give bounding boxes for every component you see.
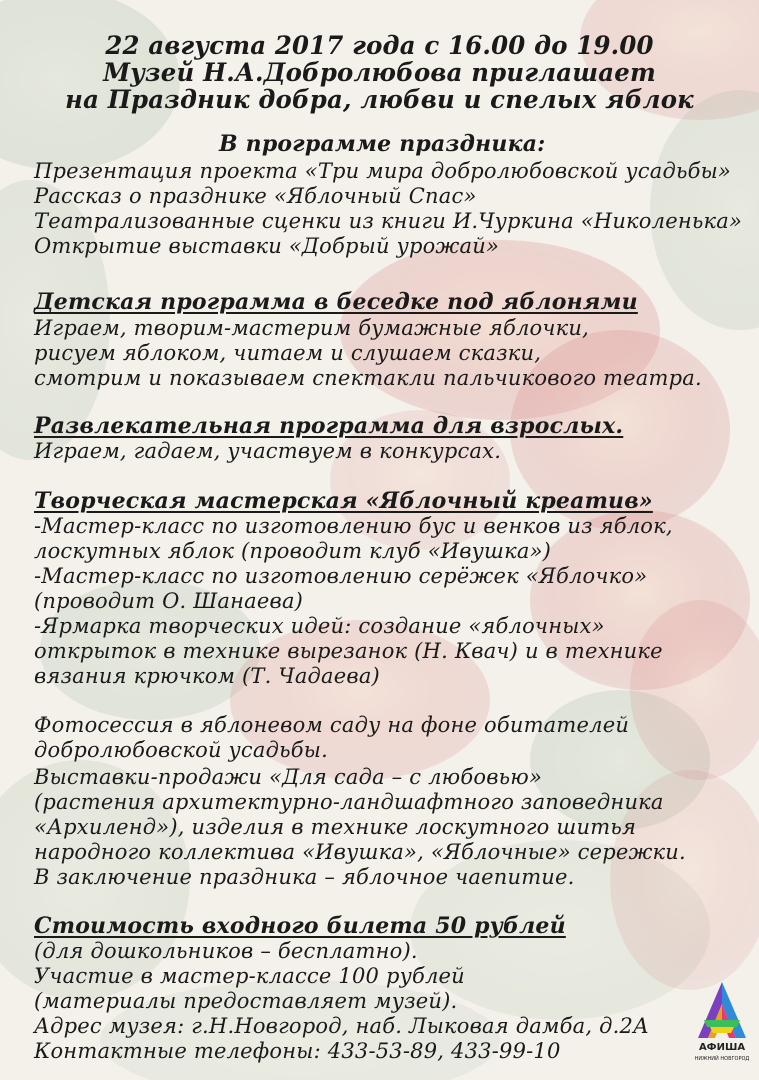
workshop-line: (проводит О. Шанаева) xyxy=(34,589,304,613)
event-date-line: 22 августа 2017 года с 16.00 до 19.00 xyxy=(105,31,654,60)
museum-address: Адрес музея: г.Н.Новгород, наб. Лыковая дамба, д.2А xyxy=(34,1014,650,1038)
kids-program-line: рисуем яблоком, читаем и слушаем сказки, xyxy=(34,341,542,365)
adults-program-heading: Развлекательная программа для взрослых. xyxy=(34,413,624,439)
museum-invite-line: Музей Н.А.Добролюбова приглашает xyxy=(103,58,656,87)
program-heading: В программе праздника: xyxy=(219,131,546,157)
afisha-logo-icon xyxy=(688,980,756,1042)
workshop-line: открыток в технике вырезанок (Н. Квач) и в технике xyxy=(34,639,663,663)
extra-line: Выставки-продажи «Для сада – с любовью» xyxy=(34,765,543,789)
workshop-line: вязания крючком (Т. Чадаева) xyxy=(34,664,380,688)
program-item: Театрализованные сценки из книги И.Чуркина «Николенька» xyxy=(34,209,742,233)
ticket-line: (для дошкольников – бесплатно). xyxy=(34,939,418,963)
afisha-logo xyxy=(688,980,756,1070)
afisha-brand: АФИША xyxy=(698,1042,746,1053)
program-item: Открытие выставки «Добрый урожай» xyxy=(34,234,500,258)
kids-program-heading: Детская программа в беседке под яблонями xyxy=(34,289,638,315)
adults-program-line: Играем, гадаем, участвуем в конкурсах. xyxy=(34,439,502,463)
program-item: Рассказ о празднике «Яблочный Спас» xyxy=(34,184,477,208)
extra-line: В заключение праздника – яблочное чаепитие. xyxy=(34,865,575,889)
kids-program-line: Играем, творим-мастерим бумажные яблочки, xyxy=(34,316,589,340)
workshop-heading: Творческая мастерская «Яблочный креатив» xyxy=(34,488,653,514)
ticket-price-heading: Стоимость входного билета 50 рублей xyxy=(34,913,566,939)
workshop-line: -Мастер-класс по изготовлению серёжек «Яблочко» xyxy=(34,564,648,588)
extra-line: (растения архитектурно-ландшафтного заповедника xyxy=(34,790,664,814)
kids-program-line: смотрим и показываем спектакли пальчикового театра. xyxy=(34,366,702,390)
program-item: Презентация проекта «Три мира добролюбовской усадьбы» xyxy=(34,159,731,183)
afisha-city: НИЖНИЙ НОВГОРОД xyxy=(694,1056,750,1062)
extra-line: добролюбовской усадьбы. xyxy=(34,738,328,762)
contact-phones: Контактные телефоны: 433-53-89, 433-99-10 xyxy=(34,1039,561,1063)
workshop-line: -Мастер-класс по изготовлению бус и венков из яблок, xyxy=(34,514,673,538)
workshop-line: -Ярмарка творческих идей: создание «яблочных» xyxy=(34,614,605,638)
workshop-line: лоскутных яблок (проводит клуб «Ивушка») xyxy=(34,539,552,563)
ticket-line: Участие в мастер-классе 100 рублей xyxy=(34,964,465,988)
holiday-name-line: на Праздник добра, любви и спелых яблок xyxy=(65,85,694,114)
ticket-line: (материалы предоставляет музей). xyxy=(34,989,458,1013)
extra-line: «Архиленд»), изделия в технике лоскутного шитья xyxy=(34,815,637,839)
extra-line: Фотосессия в яблоневом саду на фоне обитателей xyxy=(34,713,630,737)
extra-line: народного коллектива «Ивушка», «Яблочные» сережки. xyxy=(34,840,686,864)
